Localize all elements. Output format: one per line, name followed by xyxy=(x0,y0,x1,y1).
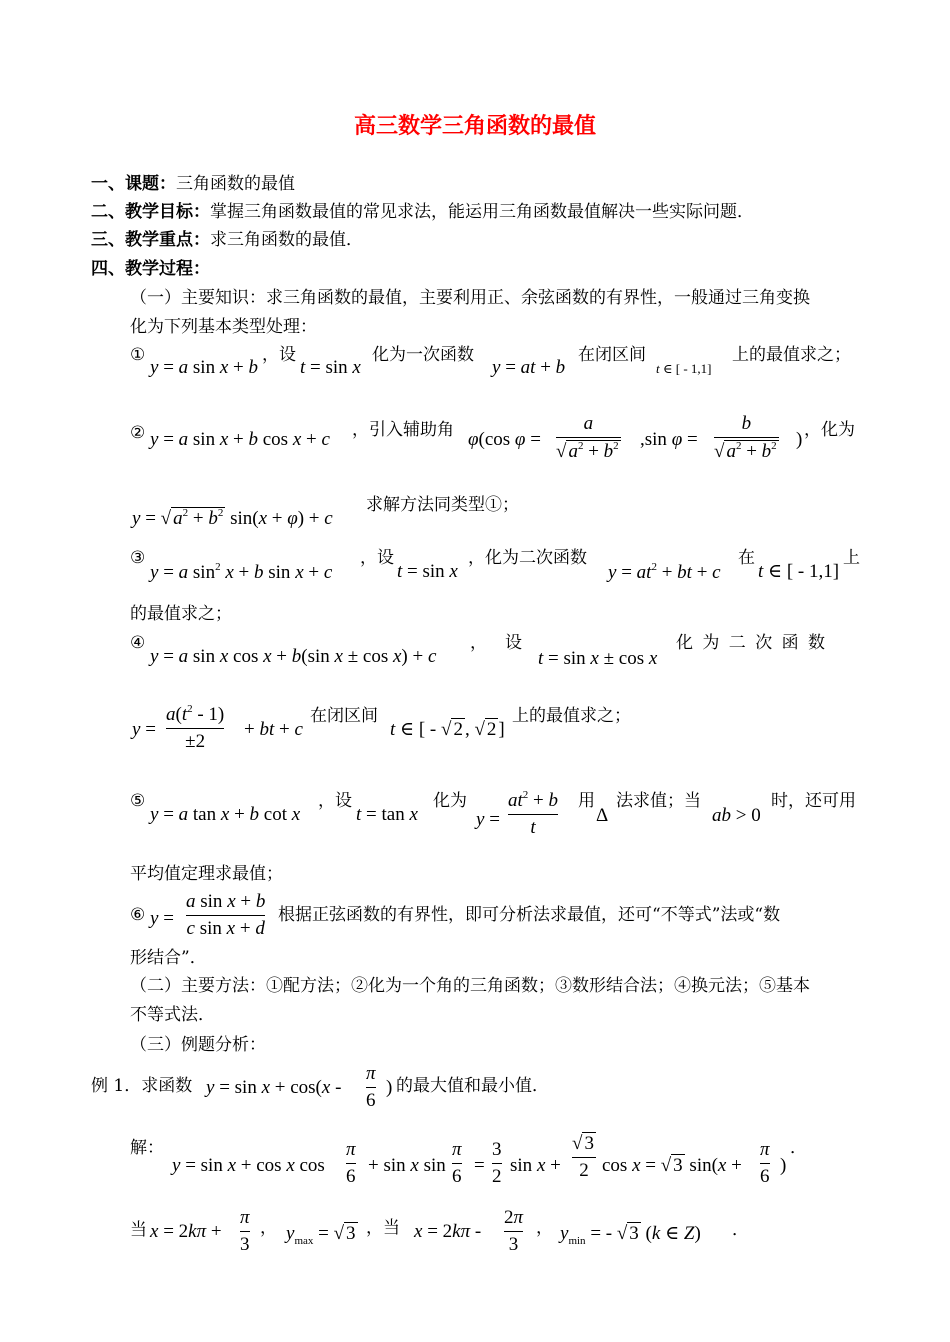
formula-example1: y = sin x + cos(x - xyxy=(206,1077,342,1098)
section-topic xyxy=(91,176,295,193)
paren-close: ) xyxy=(796,429,803,450)
formula-ab-positive: ab > 0 xyxy=(712,805,761,826)
type-6-number: ⑥ xyxy=(130,905,146,925)
formula-type2-y: y = a sin x + b cos x + c xyxy=(150,429,330,450)
text: ，设 xyxy=(262,345,296,365)
section-label: 三、教学重点： xyxy=(91,230,210,250)
section-text: 三角函数的最值 xyxy=(176,174,295,194)
formula-eq: = xyxy=(474,1155,485,1176)
text: 在闭区间 xyxy=(578,345,646,365)
text: ，设 xyxy=(360,548,394,568)
fraction-type5: $at^2 + b$ t xyxy=(508,789,558,838)
text: 设 xyxy=(505,633,522,653)
section-text: 掌握三角函数最值的常见求法，能运用三角函数最值解决一些实际问题． xyxy=(210,202,754,222)
formula-type5-t: t = tan x xyxy=(356,804,418,825)
formula-solution-2: + sin x sin xyxy=(368,1155,446,1176)
fraction-t2: $a(t^2 - 1)$ ±2 xyxy=(166,703,225,752)
formula-phi: φ(cos φ = xyxy=(468,429,541,450)
formula-quadratic: $y = at^2$ + bt + c xyxy=(608,561,721,583)
type-4-number: ④ xyxy=(130,633,146,653)
formula-interval-1: t ∈ [ - 1,1] xyxy=(656,361,712,376)
paragraph-methods-2: 不等式法． xyxy=(130,1005,215,1025)
comma: ， xyxy=(536,1218,553,1238)
type-3-number: ③ xyxy=(130,548,146,568)
type-5-number: ⑤ xyxy=(130,791,146,811)
period: ． xyxy=(790,1138,807,1158)
text: 上的最值求之； xyxy=(732,345,851,365)
formula-interval-3: t ∈ [ - 1,1] xyxy=(758,561,840,582)
text: 化为 xyxy=(433,791,467,811)
text-when: 当 xyxy=(130,1220,147,1240)
text: ，化为 xyxy=(804,420,855,440)
paragraph-knowledge-1: （一）主要知识：求三角函数的最值，主要利用正、余弦函数的有界性，一般通过三角变换 xyxy=(130,288,810,308)
text: 平均值定理求最值； xyxy=(130,864,283,884)
text: ，引入辅助角 xyxy=(352,420,454,440)
fraction-type6: a sin x + b c sin x + d xyxy=(186,891,266,939)
fraction-pi-6: π 6 xyxy=(760,1139,770,1187)
section-goals xyxy=(91,204,754,221)
fraction-sqrt3-2: √ 3 2 xyxy=(572,1133,594,1181)
fraction-2pi-3: 2π 3 xyxy=(504,1207,524,1255)
text: ，化为二次函数 xyxy=(468,548,587,568)
fraction-pi-6: π 6 xyxy=(366,1063,376,1111)
formula-ymin: $y_{min}$ = - √ 3 (k ∈ Z) xyxy=(560,1223,701,1247)
text: 在 xyxy=(738,548,755,568)
formula-type3-t: t = sin x xyxy=(397,561,458,582)
text: 的最值求之； xyxy=(130,604,232,624)
comma: ， xyxy=(260,1218,277,1238)
formula-type1-y: y = a sin x + b xyxy=(150,357,258,378)
text: 求解方法同类型①； xyxy=(366,495,519,515)
formula-sin-phi: ,sin φ = xyxy=(640,429,698,450)
section-label: 一、课题： xyxy=(91,174,176,194)
formula-type5-y: y = a tan x + b cot x xyxy=(150,804,301,825)
text: 形结合”． xyxy=(130,948,207,968)
formula-type4-y: y = a sin x cos x + b(sin x ± cos x) + c xyxy=(150,646,437,667)
formula-type2-result: y = √ $a^2 + b^2$ sin(x + φ) + c xyxy=(132,507,333,529)
formula-y-eq: y = xyxy=(132,719,156,740)
paragraph-knowledge-2: 化为下列基本类型处理： xyxy=(130,317,317,337)
page-title: 高三数学三角函数的最值 xyxy=(353,114,596,139)
section-text: 求三角函数的最值． xyxy=(210,230,363,250)
fraction-b: b √ $a^2 + b^2$ xyxy=(714,413,777,462)
text: 上的最值求之； xyxy=(512,706,631,726)
formula-when-max: x = 2kπ + xyxy=(150,1221,222,1242)
formula-type3-y: y = a $\sin^2 x + b$ sin x + c xyxy=(150,561,333,583)
text: ，设 xyxy=(318,791,352,811)
solution-label: 解： xyxy=(130,1138,164,1158)
text: 时，还可用 xyxy=(771,791,856,811)
type-2-number: ② xyxy=(130,423,146,443)
section-focus xyxy=(91,232,363,249)
formula-solution-1: y = sin x + cos x cos xyxy=(172,1155,325,1176)
delta-symbol: Δ xyxy=(596,805,609,826)
formula-type4-t: t = sin x ± cos x xyxy=(538,648,658,669)
fraction-pi-6: π 6 xyxy=(346,1139,356,1187)
text: 法求值；当 xyxy=(616,791,701,811)
example-1-label: 例 1．求函数 xyxy=(91,1076,193,1096)
formula-interval-4: t ∈ [ - √ 2 , √ 2 ] xyxy=(390,719,505,740)
text: 的最大值和最小值． xyxy=(396,1076,549,1096)
fraction-pi-3: π 3 xyxy=(240,1207,250,1255)
formula-when-min: x = 2kπ - xyxy=(414,1221,482,1242)
fraction-a: a √ $a^2 + b^2$ xyxy=(556,413,619,462)
type-1-number: ① xyxy=(130,345,146,365)
formula-linear: y = at + b xyxy=(492,357,566,378)
text: 在闭区间 xyxy=(310,706,378,726)
section-label: 二、教学目标： xyxy=(91,202,210,222)
text-when-2: ，当 xyxy=(366,1218,400,1238)
paragraph-methods-1: （二）主要方法：①配方法；②化为一个角的三角函数；③数形结合法；④换元法；⑤基本 xyxy=(130,976,810,996)
text: 上 xyxy=(843,548,860,568)
paragraph-examples: （三）例题分析： xyxy=(130,1035,266,1055)
formula-solution-3: sin x + xyxy=(510,1155,561,1176)
paren-close: ) xyxy=(780,1155,787,1176)
formula-solution-4: cos x = √ 3 sin(x + xyxy=(602,1155,742,1176)
paren-close: ) xyxy=(386,1077,393,1098)
period: ． xyxy=(732,1220,749,1240)
section-process: 四、教学过程： xyxy=(91,259,210,279)
fraction-pi-6: π 6 xyxy=(452,1139,462,1187)
formula-type1-t: t = sin x xyxy=(300,357,361,378)
text: 用 xyxy=(578,791,595,811)
text: ， xyxy=(470,633,487,653)
text: 化 为 二 次 函 数 xyxy=(676,633,826,653)
formula-ymax: $y_{max}$ = √ 3 xyxy=(286,1223,356,1247)
text: 化为一次函数 xyxy=(372,345,474,365)
fraction-3-2: 3 2 xyxy=(492,1139,502,1187)
formula-y-eq-5: y = xyxy=(476,809,500,830)
text: 根据正弦函数的有界性，即可分析法求最值，还可“不等式”法或“数 xyxy=(278,905,781,925)
formula-type4-rest: + bt + c xyxy=(244,719,303,740)
formula-y-eq-6: y = xyxy=(150,908,174,929)
